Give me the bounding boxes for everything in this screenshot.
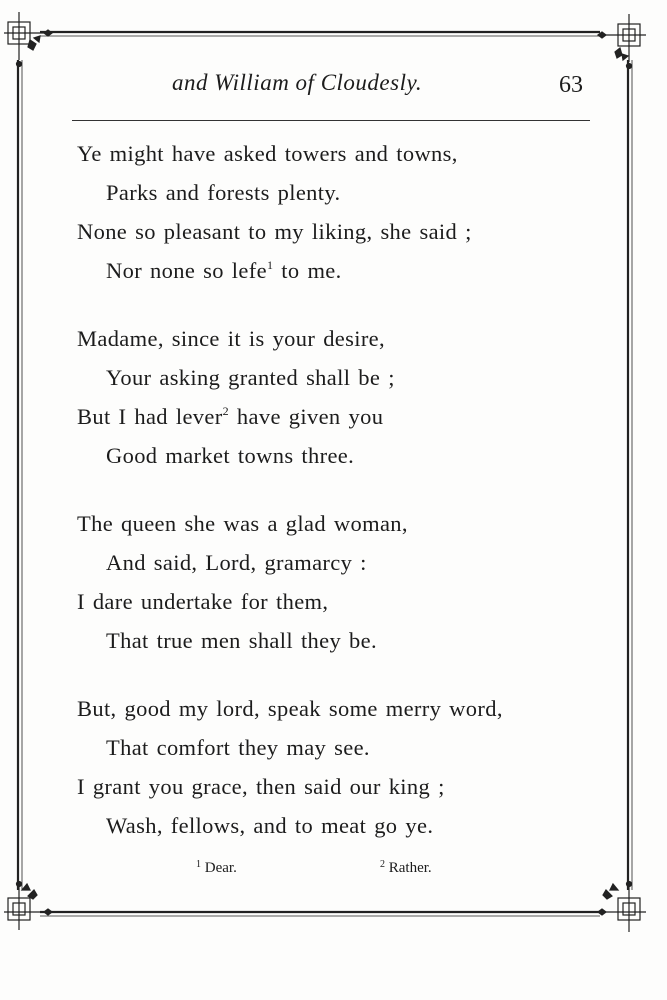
verse-line: Ye might have asked towers and towns,: [77, 141, 458, 166]
verse-line-text: Nor none so lefe: [106, 258, 267, 283]
stanza-1: [0, 134, 667, 290]
poem-text: [0, 134, 667, 874]
header-rule: [72, 120, 590, 121]
stanza-4: [0, 689, 667, 845]
verse-line: And said, Lord, gramarcy :: [106, 550, 367, 575]
corner-ornament-bottom-left: [4, 882, 52, 931]
verse-line: [0, 397, 667, 436]
stanza-2: [0, 319, 667, 475]
verse-line-text: have given you: [228, 404, 384, 429]
verse-line: None so pleasant to my liking, she said ;: [77, 219, 472, 244]
verse-line: Good market towns three.: [106, 443, 355, 468]
corner-ornament-bottom-right: [598, 882, 646, 933]
verse-line-text: to me.: [273, 258, 342, 283]
footnote-mark: 2: [222, 404, 229, 418]
running-title: and William of Cloudesly.: [172, 70, 423, 95]
footnote-mark: 1: [266, 258, 274, 272]
corner-ornament-top-left: [4, 12, 52, 67]
verse-line: Parks and forests plenty.: [106, 180, 341, 205]
footnote-number: 1: [196, 859, 201, 870]
verse-line: [0, 251, 667, 290]
verse-line: I grant you grace, then said our king ;: [77, 774, 445, 799]
verse-line: Madame, since it is your desire,: [77, 326, 385, 351]
footnote-number: 2: [380, 859, 385, 870]
page-header: [0, 68, 667, 108]
verse-line: The queen she was a glad woman,: [77, 511, 408, 536]
verse-line: Wash, fellows, and to meat go ye.: [106, 813, 434, 838]
corner-ornament-top-right: [598, 14, 646, 69]
verse-line-text: But I had lever: [77, 404, 223, 429]
verse-line: But, good my lord, speak some merry word,: [77, 696, 503, 721]
verse-line: I dare undertake for them,: [77, 589, 329, 614]
verse-line: Your asking granted shall be ;: [106, 365, 395, 390]
page-number: 63: [559, 72, 583, 98]
verse-line: That true men shall they be.: [106, 628, 377, 653]
footnote-2: [380, 860, 432, 877]
footnote-1: [196, 860, 237, 877]
footnote-text: Dear.: [201, 860, 237, 876]
verse-line: That comfort they may see.: [106, 735, 370, 760]
stanza-3: [0, 504, 667, 660]
footnote-text: Rather.: [385, 860, 432, 876]
